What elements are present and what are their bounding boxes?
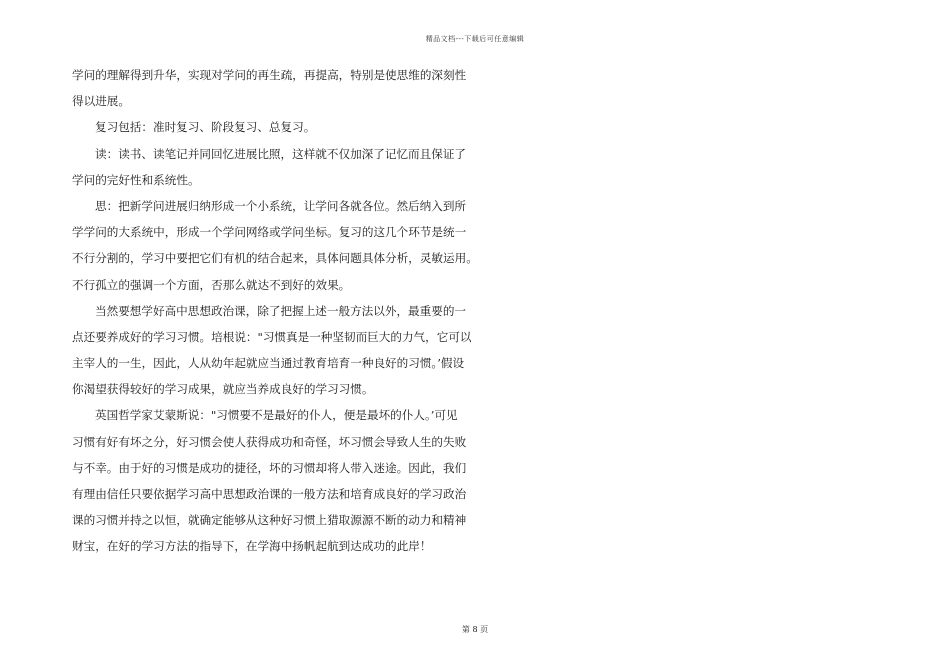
text-line: 当然要想学好高中思想政治课，除了把握上述一般方法以外，最重要的一 bbox=[95, 303, 467, 318]
text-line: 英国哲学家艾蒙斯说："习惯要不是最好的仆人，便是最坏的仆人。’可见 bbox=[95, 408, 458, 423]
page-number: 第 8 页 bbox=[461, 625, 489, 634]
text-line: 学学问的大系统中，形成一个学问网络或学问坐标。复习的这几个环节是统一 bbox=[72, 225, 467, 240]
document-body bbox=[72, 62, 478, 560]
text-line: 读：读书、读笔记并同回忆进展比照，这样就不仅加深了记忆而且保证了 bbox=[95, 146, 467, 161]
text-line: 不行分割的，学习中要把它们有机的结合起来，具体问题具体分析，灵敏运用。 bbox=[72, 251, 478, 266]
text-line: 不行孤立的强调一个方面，否那么就达不到好的效果。 bbox=[72, 277, 351, 292]
text-line: 财宝，在好的学习方法的指导下，在学海中扬帆起航到达成功的此岸！ bbox=[72, 539, 432, 554]
text-line: 你渴望获得较好的学习成果，就应当养成良好的学习习惯。 bbox=[72, 382, 374, 397]
text-line: 学问的理解得到升华，实现对学问的再生疏，再提高，特别是使思维的深刻性 bbox=[72, 68, 467, 82]
text-line: 思：把新学问进展归纳形成一个小系统，让学问各就各位。然后纳入到所 bbox=[95, 198, 467, 213]
text-line: 学问的完好性和系统性。 bbox=[72, 172, 200, 187]
text-line: 得以进展。 bbox=[72, 94, 130, 109]
text-line: 点还要养成好的学习习惯。培根说："习惯真是一种坚韧而巨大的力气，它可以 bbox=[72, 329, 472, 344]
page-header: 精品文档---下载后可任意编辑 bbox=[425, 35, 525, 43]
text-line: 课的习惯并持之以恒，就确定能够从这种好习惯上猎取源源不断的动力和精神 bbox=[72, 513, 467, 528]
text-line: 复习包括：准时复习、阶段复习、总复习。 bbox=[95, 120, 316, 135]
text-line: 与不幸。由于好的习惯是成功的捷径，坏的习惯却将人带入迷途。因此，我们 bbox=[72, 460, 467, 475]
text-line: 有理由信任只要依据学习高中思想政治课的一般方法和培育成良好的学习政治 bbox=[72, 487, 467, 501]
text-line: 习惯有好有坏之分，好习惯会使人获得成功和奇怪，坏习惯会导致人生的失败 bbox=[72, 434, 467, 449]
text-line: 主宰人的一生，因此，人从幼年起就应当通过教育培育一种良好的习惯。’假设 bbox=[72, 356, 465, 371]
